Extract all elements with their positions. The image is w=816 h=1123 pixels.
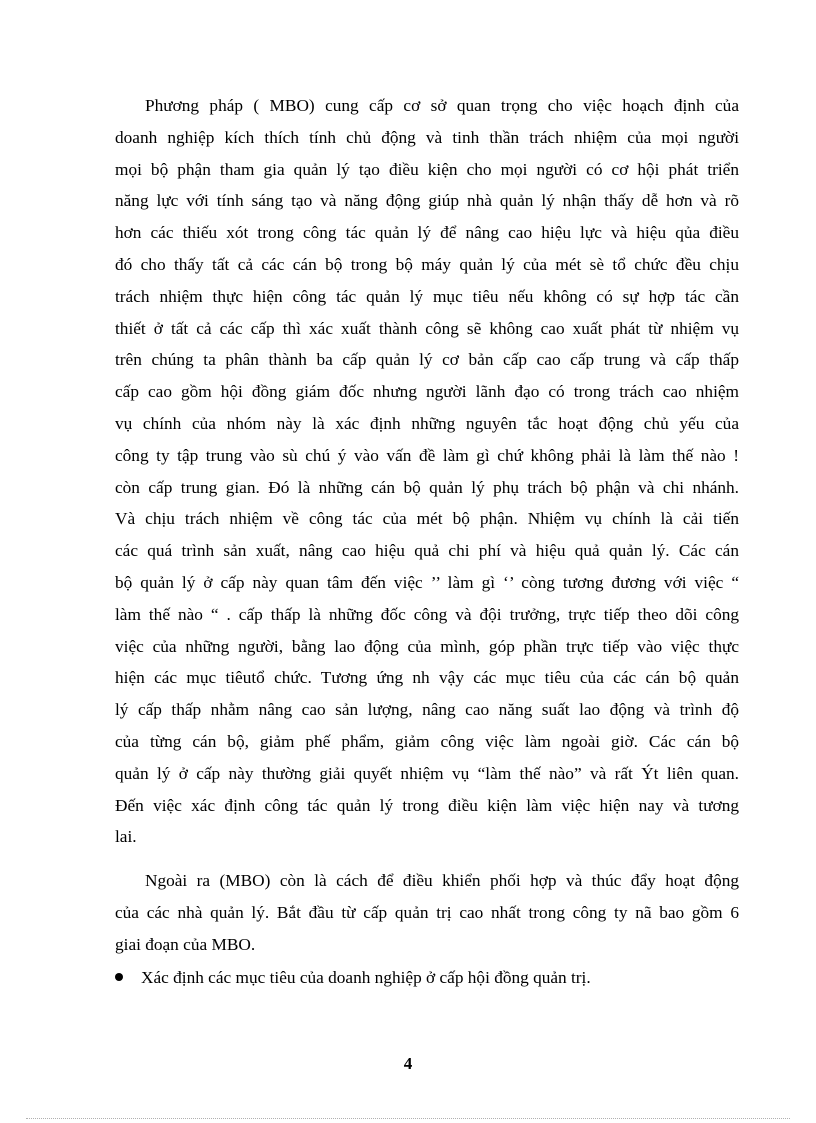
paragraph-line: Ngoài ra (MBO) còn là cách để điều khiển phối hợp và thúc đẩy hoạt động: [145, 871, 739, 890]
paragraph-line: còn cấp trung gian. Đó là những cán bộ quản lý phụ trách bộ phận và chi nhánh.: [115, 477, 739, 497]
paragraph-line: doanh nghiệp kích thích tính chủ động và tinh thần trách nhiệm của mọi người: [115, 127, 739, 147]
paragraph-line: hiện các mục tiêutổ chức. Tương ứng nh vậy các mục tiêu của các cán bộ quản: [115, 668, 739, 688]
paragraph-line: năng lực với tính sáng tạo và năng động giúp nhà quản lý nhận thấy dễ hơn và rõ: [115, 191, 739, 211]
paragraph-line: Đến việc xác định công tác quản lý trong điều kiện làm việc hiện nay và tương: [115, 795, 739, 815]
paragraph-line: trách nhiệm thực hiện công tác quản lý mục tiêu nếu không có sự hợp tác cần: [115, 286, 739, 306]
bullet-icon: [115, 973, 123, 981]
paragraph-line: các quá trình sản xuất, nâng cao hiệu quả chi phí và hiệu quả quản lý. Các cán: [115, 541, 739, 561]
paragraph-line: giai đoạn của MBO.: [115, 934, 256, 954]
paragraph-line: Và chịu trách nhiệm về công tác của mét bộ phận. Nhiệm vụ chính là cải tiến: [115, 509, 739, 529]
paragraph-line: công ty tập trung vào sù chú ý vào vấn đề làm gì chứ không phải là làm thế nào !: [115, 445, 739, 465]
paragraph-line: việc của những người, bằng lao động của mình, góp phần trực tiếp vào việc thực: [115, 636, 739, 656]
paragraph-line: lai.: [115, 827, 137, 847]
paragraph-line: lý cấp thấp nhằm nâng cao sản lượng, nâng cao năng suất lao động và trình độ: [115, 700, 739, 720]
paragraph-line: quản lý ở cấp này thường giải quyết nhiệm vụ “làm thế nào” và rất Ýt liên quan.: [115, 763, 739, 783]
paragraph-line: của từng cán bộ, giảm phế phẩm, giảm công việc làm ngoài giờ. Các cán bộ: [115, 731, 739, 751]
page-number: 4: [403, 1054, 413, 1073]
paragraph-line: thiết ở tất cả các cấp thì xác xuất thành công sẽ không cao xuất phát từ nhiệm vụ: [115, 318, 739, 338]
paragraph-line: trên chúng ta phân thành ba cấp quản lý cơ bản cấp cao cấp trung và cấp thấp: [115, 350, 739, 370]
paragraph-line: Phương pháp ( MBO) cung cấp cơ sở quan trọng cho việc hoạch định của: [145, 96, 739, 115]
paragraph-mbo-stages: [115, 865, 739, 960]
bullet-list-item: [115, 962, 755, 994]
bullet-text: Xác định các mục tiêu của doanh nghiệp ở cấp hội đồng quản trị.: [141, 968, 591, 987]
paragraph-mbo-overview: [115, 90, 739, 853]
paragraph-line: mọi bộ phận tham gia quản lý tạo điều kiện cho mọi người có cơ hội phát triển: [115, 159, 739, 179]
page-bottom-divider: [26, 1118, 790, 1119]
paragraph-line: hơn các thiếu xót trong công tác quản lý để nâng cao hiệu lực và hiệu qủa điều: [115, 223, 739, 243]
paragraph-line: của các nhà quản lý. Bắt đầu từ cấp quản trị cao nhất trong công ty nã bao gồm 6: [115, 902, 739, 922]
paragraph-line: đó cho thấy tất cả các cán bộ trong bộ máy quản lý của mét sè tổ chức đều chịu: [115, 254, 739, 274]
paragraph-line: làm thế nào “ . cấp thấp là những đốc công và đội trưởng, trực tiếp theo dõi công: [115, 604, 739, 624]
paragraph-line: vụ chính của nhóm này là xác định những nguyên tắc hoạt động chủ yếu của: [115, 413, 739, 433]
paragraph-line: bộ quản lý ở cấp này quan tâm đến việc ’’ làm gì ‘’ còng tương đương với việc “: [115, 572, 739, 592]
paragraph-line: cấp cao gồm hội đồng giám đốc nhưng người lãnh đạo có trong trách cao nhiệm: [115, 382, 739, 402]
